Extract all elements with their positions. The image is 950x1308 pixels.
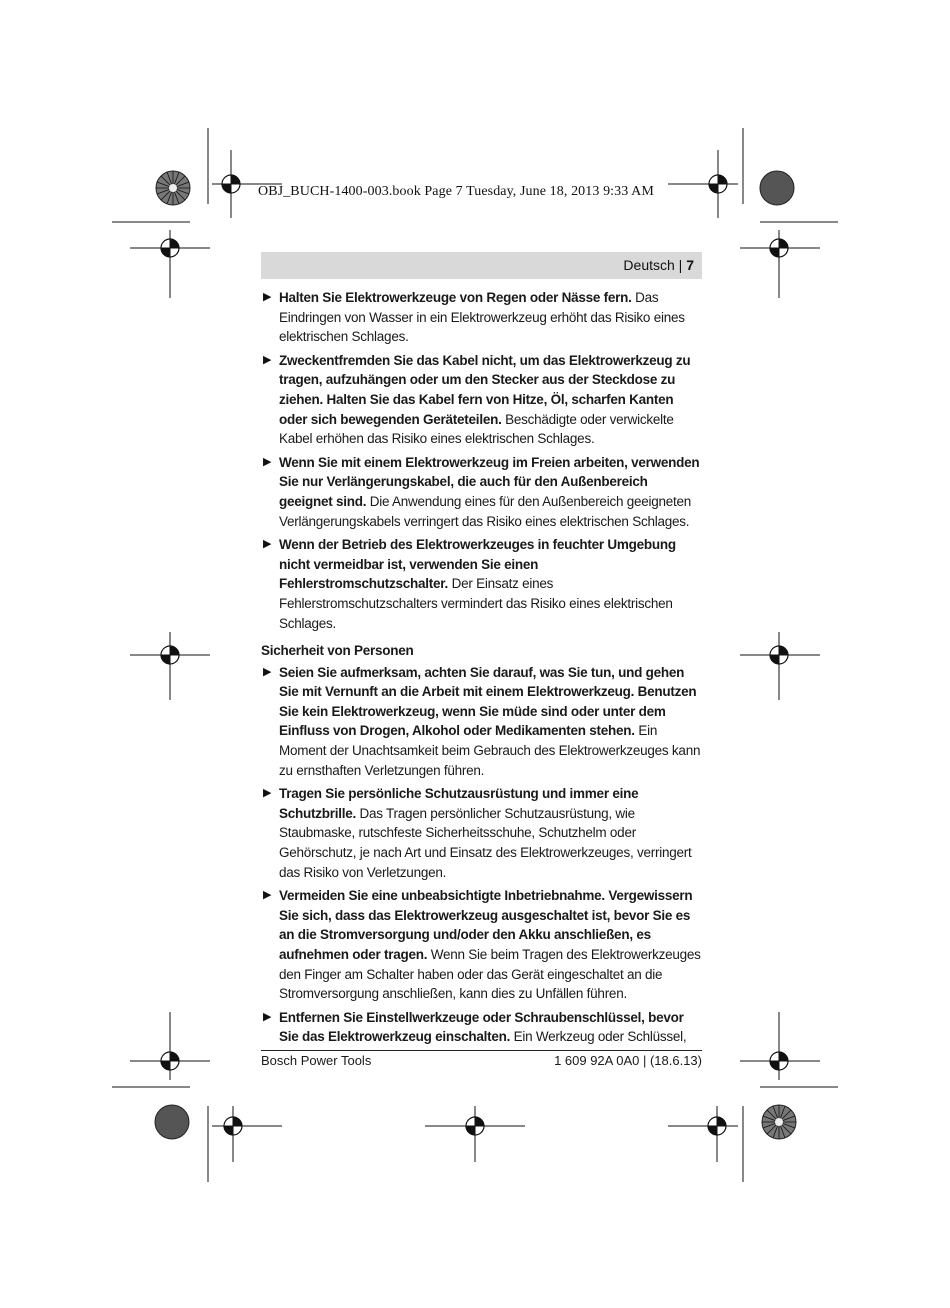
instruction-bold: Wenn der Betrieb des Elektrowerkzeuges in feuchter Umgebung nicht vermeidbar ist, verwenden Sie einen Fehlerstromschutzschalter. <box>279 537 676 592</box>
safety-instruction <box>261 351 702 449</box>
instruction-bold: Tragen Sie persönliche Schutzausrüstung und immer eine Schutzbrille. <box>279 786 639 821</box>
triangle-bullet-icon: ▶ <box>263 455 272 468</box>
page-header <box>261 252 702 279</box>
header-text <box>623 257 694 273</box>
instruction-bold: Vermeiden Sie eine unbeabsichtigte Inbetriebnahme. Vergewissern Sie sich, dass das Elektrowerkzeug ausgeschaltet ist, bevor Sie es an die Stromversorgung und/oder den Akku anschließen, es aufnehmen oder tragen. <box>279 888 693 962</box>
safety-instruction <box>261 535 702 633</box>
safety-instruction <box>261 453 702 531</box>
safety-instruction <box>261 886 702 1004</box>
section-title: Sicherheit von Personen <box>261 643 414 659</box>
triangle-bullet-icon: ▶ <box>263 353 272 366</box>
instruction-text: Ein Werkzeug oder Schlüssel, <box>510 1029 687 1045</box>
footer-doc-number: 1 609 92A 0A0 | (18.6.13) <box>554 1053 702 1068</box>
safety-instruction <box>261 663 702 781</box>
page-content <box>261 288 702 1051</box>
safety-instruction <box>261 1008 702 1047</box>
instruction-bold: Wenn Sie mit einem Elektrowerkzeug im Freien arbeiten, verwenden Sie nur Verlängerungskabel, die auch für den Außenbereich geeignet sind. <box>279 454 700 509</box>
page-number: 7 <box>686 257 694 273</box>
instruction-text: Ein Moment der Unachtsamkeit beim Gebrauch des Elektrowerkzeuges kann zu ernsthaften Verletzungen führen. <box>279 723 701 778</box>
triangle-bullet-icon: ▶ <box>263 889 272 902</box>
triangle-bullet-icon: ▶ <box>263 291 272 303</box>
safety-instruction <box>261 288 702 347</box>
instruction-text: Der Einsatz eines Fehlerstromschutzschalters vermindert das Risiko eines elektrischen Schlages. <box>279 576 673 631</box>
instruction-text: Beschädigte oder verwickelte Kabel erhöhen das Risiko eines elektrischen Schlages. <box>279 411 674 447</box>
instruction-bold: Halten Sie Elektrowerkzeuge von Regen oder Nässe fern. <box>279 290 632 305</box>
safety-instruction <box>261 784 702 882</box>
instruction-text: Wenn Sie beim Tragen des Elektrowerkzeuges den Finger am Schalter haben oder das Gerät eingeschaltet an die Stromversorgung anschließen, kann dies zu Unfällen führen. <box>279 947 701 1002</box>
instruction-text: Die Anwendung eines für den Außenbereich geeigneten Verlängerungskabels verringert das Risiko eines elektrischen Schlages. <box>279 493 692 529</box>
instruction-bold: Entfernen Sie Einstellwerkzeuge oder Schraubenschlüssel, bevor Sie das Elektrowerkzeug einschalten. <box>279 1009 684 1045</box>
triangle-bullet-icon: ▶ <box>263 665 272 678</box>
instruction-bold: Seien Sie aufmerksam, achten Sie darauf, was Sie tun, und gehen Sie mit Vernunft an die Arbeit mit einem Elektrowerkzeug. Benutzen Sie kein Elektrowerkzeug, wenn Sie müde sind oder unter dem Einfluss von Drogen, Alkohol oder Medikamenten stehen. <box>279 664 697 739</box>
print-slug-line: OBJ_BUCH-1400-003.book Page 7 Tuesday, June 18, 2013 9:33 AM <box>258 184 654 199</box>
footer-divider <box>261 1050 702 1051</box>
footer-brand: Bosch Power Tools <box>261 1053 372 1068</box>
instruction-text: Das Tragen persönlicher Schutzausrüstung, wie Staubmaske, rutschfeste Sicherheitsschuhe, Schutzhelm oder Gehörschutz, je nach Art und Einsatz des Elektrowerkzeuges, verringert das Risiko von Verletzungen. <box>279 805 692 880</box>
triangle-bullet-icon: ▶ <box>263 538 272 551</box>
header-language: Deutsch <box>623 257 675 273</box>
instruction-text: Das Eindringen von Wasser in ein Elektrowerkzeug erhöht das Risiko eines elektrischen Schlages. <box>279 290 685 345</box>
header-separator: | <box>678 257 683 273</box>
instruction-bold: Zweckentfremden Sie das Kabel nicht, um das Elektrowerkzeug zu tragen, aufzuhängen oder um den Stecker aus der Steckdose zu ziehen. Halten Sie das Kabel fern von Hitze, Öl, scharfen Kanten oder sich bewegenden Geräteteilen. <box>279 352 691 427</box>
triangle-bullet-icon: ▶ <box>263 1010 272 1023</box>
triangle-bullet-icon: ▶ <box>263 787 272 800</box>
